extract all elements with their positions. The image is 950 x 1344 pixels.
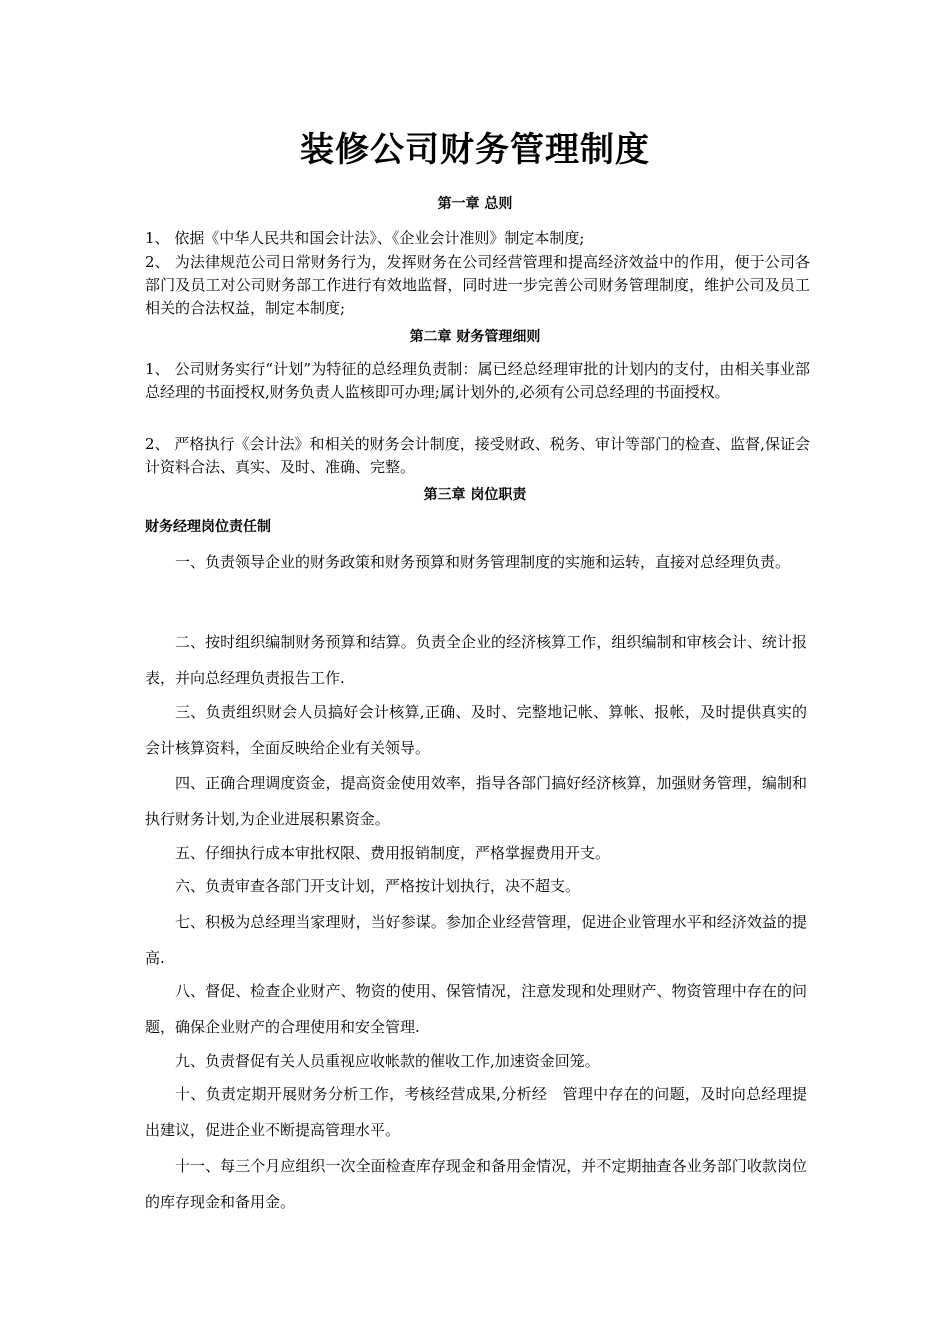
chapter-3-heading: 第三章 岗位职责 [423,487,527,503]
duty-item: 七、积极为总经理当家理财，当好参谋。参加企业经营管理，促进企业管理水平和经济效益的提高. [145,913,807,967]
duty-item: 三、负责组织财会人员搞好会计核算,正确、及时、完整地记帐、算帐、报帐，及时提供真实的会计核算资料，全面反映给企业有关领导。 [145,703,807,757]
chapter-2-heading: 第二章 财务管理细则 [409,329,541,345]
chapter-3-subheading: 财务经理岗位责任制 [145,519,271,535]
duty-item: 五、仔细执行成本审批权限、费用报销制度，严格掌握费用开支。 [175,844,611,862]
duty-item: 十一、每三个月应组织一次全面检查库存现金和备用金情况，并不定期抽查各业务部门收款岗位的库存现金和备用金。 [145,1157,807,1211]
duty-item: 二、按时组织编制财务预算和结算。负责全企业的经济核算工作，组织编制和审核会计、统计报表，并向总经理负责报告工作. [145,633,807,687]
chapter-2-item-1: 1、 公司财务实行“计划”为特征的总经理负责制：属已经总经理审批的计划内的支付，由相关事业部总经理的书面授权,财务负责人监核即可办理;属计划外的,必须有公司总经理的书面授权。 [145,360,810,401]
duty-item: 六、负责审查各部门开支计划，严格按计划执行，决不超支。 [175,877,581,895]
duty-item: 一、负责领导企业的财务政策和财务预算和财务管理制度的实施和运转，直接对总经理负责。 [175,553,791,571]
document-title: 装修公司财务管理制度 [300,130,650,170]
chapter-1-item-2: 2、 为法律规范公司日常财务行为，发挥财务在公司经营管理和提高经济效益中的作用，便于公司各部门及员工对公司财务部工作进行有效地监督，同时进一步完善公司财务管理制度，维护公司及员工相关的合法权益，制定本制度; [145,253,810,317]
duty-item: 九、负责督促有关人员重视应收帐款的催收工作,加速资金回笼。 [175,1052,600,1070]
chapter-1-heading: 第一章 总则 [437,196,513,212]
chapter-2-item-2: 2、 严格执行《会计法》和相关的财务会计制度，接受财政、税务、审计等部门的检查、监督,保证会计资料合法、真实、及时、准确、完整。 [145,435,810,476]
duty-item: 八、督促、检查企业财产、物资的使用、保管情况，注意发现和处理财产、物资管理中存在的问题，确保企业财产的合理使用和安全管理. [145,982,807,1036]
chapter-1-item-1: 1、 依据《中华人民共和国会计法》、《企业会计准则》制定本制度; [145,229,585,247]
duty-item: 四、正确合理调度资金，提高资金使用效率，指导各部门搞好经济核算，加强财务管理，编制和执行财务计划,为企业进展积累资金。 [145,774,807,828]
duty-item: 十、负责定期开展财务分析工作，考核经营成果,分析经 管理中存在的问题，及时向总经理提出建议，促进企业不断提高管理水平。 [145,1085,807,1139]
